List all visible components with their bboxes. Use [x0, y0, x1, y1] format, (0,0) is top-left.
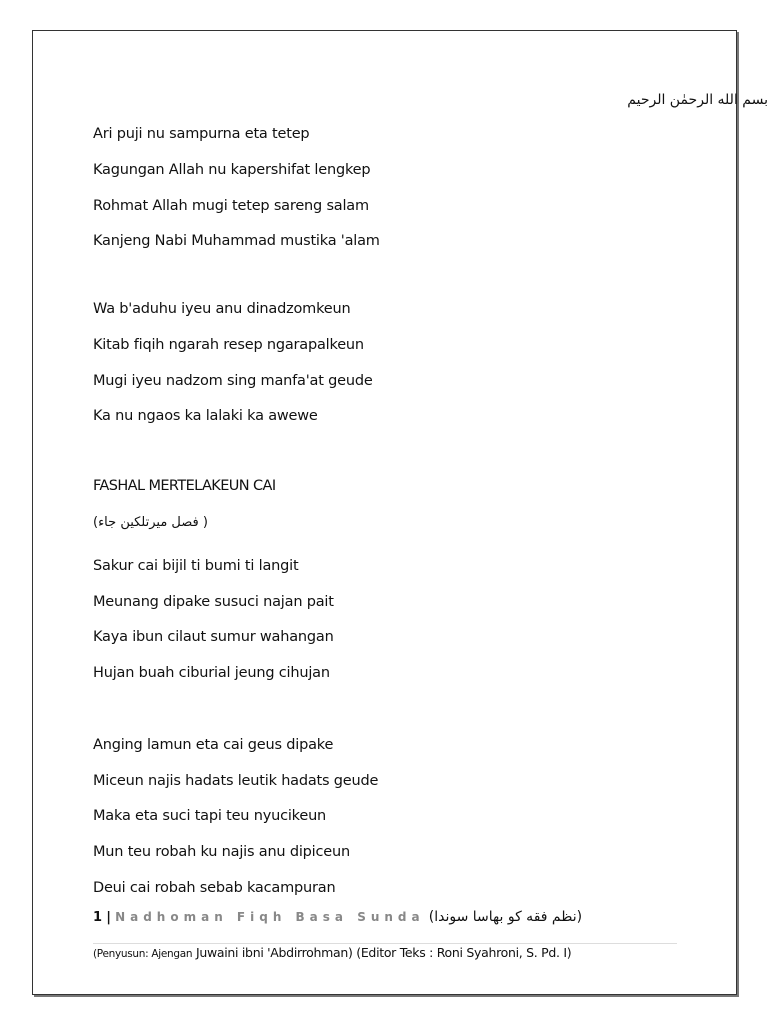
verse-line: Wa b'aduhu iyeu anu dinadzomkeun	[93, 301, 351, 317]
verse-line: Kaya ibun cilaut sumur wahangan	[93, 629, 334, 645]
footer-separator: |	[106, 910, 111, 925]
verse-line: Kanjeng Nabi Muhammad mustika 'alam	[93, 233, 380, 249]
book-title: Nadhoman Fiqh Basa Sunda	[115, 910, 425, 924]
book-title-arabic: (نظم فقه كو بهاسا سوندا)	[428, 909, 583, 925]
verse-line: Meunang dipake susuci najan pait	[93, 594, 334, 610]
page-footer-title	[93, 909, 582, 925]
verse-line: Miceun najis hadats leutik hadats geude	[93, 773, 379, 789]
footer-credits	[93, 945, 571, 960]
verse-line: Mun teu robah ku najis anu dipiceun	[93, 844, 350, 860]
verse-line: Kagungan Allah nu kapershifat lengkep	[93, 162, 371, 178]
credits-text: Juwaini ibni 'Abdirrohman) (Editor Teks : Roni Syahroni, S. Pd. I)	[195, 945, 572, 960]
verse-line: Ka nu ngaos ka lalaki ka awewe	[93, 408, 318, 424]
verse-line: Maka eta suci tapi teu nyucikeun	[93, 808, 327, 824]
verse-line: Hujan buah ciburial jeung cihujan	[93, 665, 330, 681]
footer-divider	[93, 943, 677, 944]
basmala: بسم الله الرحمٰن الرحيم	[627, 92, 768, 108]
verse-line: Sakur cai bijil ti bumi ti langit	[93, 558, 299, 574]
page-number: 1	[93, 910, 103, 925]
section-title: FASHAL MERTELAKEUN CAI	[93, 478, 276, 494]
verse-line: Deui cai robah sebab kacampuran	[93, 880, 336, 896]
section-title-arabic: ( فصل ميرتلكين جاء)	[93, 515, 208, 530]
verse-line: Mugi iyeu nadzom sing manfa'at geude	[93, 373, 373, 389]
verse-line: Ari puji nu sampurna eta tetep	[93, 126, 310, 142]
verse-line: Kitab fiqih ngarah resep ngarapalkeun	[93, 337, 364, 353]
verse-line: Rohmat Allah mugi tetep sareng salam	[93, 198, 369, 214]
verse-line: Anging lamun eta cai geus dipake	[93, 737, 334, 753]
penyusun-label: (Penyusun: Ajengan	[93, 948, 193, 960]
